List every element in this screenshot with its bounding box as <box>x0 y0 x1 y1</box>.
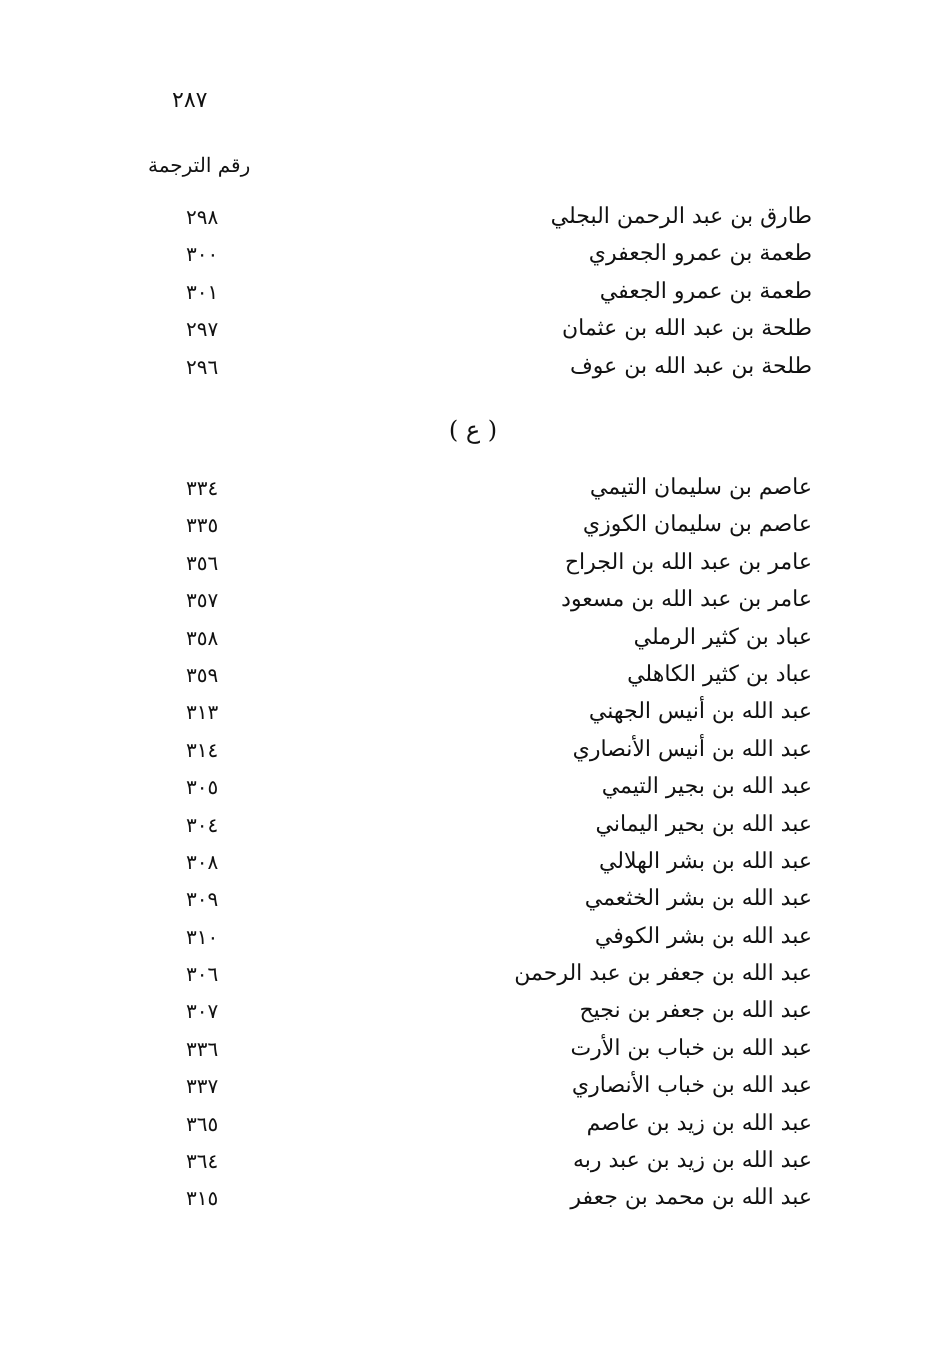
entry-number: ٣٦٤ <box>186 1149 219 1174</box>
entry-name: عبد الله بن أنيس الجهني <box>588 699 812 725</box>
entry-number: ٣٥٩ <box>186 662 219 687</box>
entry-number: ٢٩٨ <box>186 205 219 229</box>
list-item <box>0 657 946 694</box>
entry-name: عبد الله بن بشر الخثعمي <box>584 886 812 912</box>
entry-number: ٣٣٤ <box>186 476 219 500</box>
entry-name: عباد بن كثير الكاهلي <box>627 661 812 687</box>
entry-name: طلحة بن عبد الله بن عوف <box>570 353 812 379</box>
entry-number: ٣٠٧ <box>186 999 219 1024</box>
column-header-translation-number: رقم الترجمة <box>148 153 251 177</box>
list-item <box>0 1180 946 1217</box>
entry-name: طعمة بن عمرو الجعفري <box>588 241 812 267</box>
section-ain-list <box>0 470 946 1218</box>
entry-number: ٣٠٨ <box>186 849 219 874</box>
entry-name: عامر بن عبد الله بن الجراح <box>564 549 812 575</box>
entry-number: ٣٠١ <box>186 279 219 304</box>
entry-number: ٣٣٧ <box>186 1074 219 1099</box>
list-item <box>0 507 946 544</box>
entry-number: ٣٥٦ <box>186 550 219 575</box>
page-number: ٢٨٧ <box>172 88 208 113</box>
entry-number: ٣٠٩ <box>186 887 219 912</box>
entry-name: عبد الله بن أنيس الأنصاري <box>572 736 812 762</box>
entry-number: ٣١٠ <box>186 924 219 949</box>
list-item <box>0 1031 946 1068</box>
list-item <box>0 807 946 844</box>
list-item <box>0 732 946 769</box>
entry-name: عامر بن عبد الله بن مسعود <box>561 587 812 613</box>
list-item <box>0 274 946 311</box>
list-item <box>0 993 946 1030</box>
list-item <box>0 1068 946 1105</box>
entry-name: عبد الله بن جعفر بن عبد الرحمن <box>514 961 812 987</box>
entry-number: ٣٥٨ <box>186 625 219 650</box>
entry-name: عبد الله بن بشر الكوفي <box>594 923 812 949</box>
entry-name: عباد بن كثير الرملي <box>633 624 812 650</box>
list-item <box>0 470 946 507</box>
entry-name: عبد الله بن زيد بن عاصم <box>586 1110 812 1136</box>
entry-number: ٣٠٠ <box>186 242 219 267</box>
list-item <box>0 881 946 918</box>
entry-number: ٣٣٥ <box>186 513 219 538</box>
list-item <box>0 694 946 731</box>
list-item <box>0 236 946 273</box>
list-item <box>0 956 946 993</box>
entry-number: ٣١٤ <box>186 737 219 762</box>
entry-number: ٣٠٥ <box>186 775 219 800</box>
list-item <box>0 349 946 386</box>
entry-name: طارق بن عبد الرحمن البجلي <box>550 204 812 229</box>
entry-number: ٢٩٦ <box>186 354 219 379</box>
entry-name: طعمة بن عمرو الجعفي <box>599 278 812 304</box>
entry-name: عبد الله بن بشر الهلالي <box>598 848 812 874</box>
entry-number: ٣٠٤ <box>186 812 219 837</box>
list-item <box>0 1106 946 1143</box>
list-item <box>0 311 946 348</box>
entry-name: عبد الله بن جعفر بن نجيح <box>579 998 812 1024</box>
entry-name: عاصم بن سليمان الكوزي <box>582 512 812 538</box>
entry-name: عبد الله بن خباب الأنصاري <box>571 1073 812 1099</box>
entry-number: ٣٠٦ <box>186 962 219 987</box>
entry-number: ٣١٥ <box>186 1186 219 1211</box>
list-item <box>0 1143 946 1180</box>
entry-number: ٢٩٧ <box>186 317 219 342</box>
entry-name: عبد الله بن زيد بن عبد ربه <box>572 1148 812 1174</box>
list-item <box>0 199 946 236</box>
entry-name: عبد الله بن خباب بن الأرت <box>570 1035 812 1061</box>
entry-name: عاصم بن سليمان التيمي <box>589 475 812 500</box>
section-heading-ain: ( ع ) <box>448 416 498 444</box>
entry-number: ٣١٣ <box>186 700 219 725</box>
entry-number: ٣٦٥ <box>186 1111 219 1136</box>
entry-name: عبد الله بن محمد بن جعفر <box>570 1185 812 1211</box>
entry-name: عبد الله بن بجير التيمي <box>601 774 812 800</box>
list-item <box>0 620 946 657</box>
list-item <box>0 919 946 956</box>
entry-name: عبد الله بن بحير اليماني <box>595 811 812 837</box>
list-item <box>0 582 946 619</box>
list-item <box>0 844 946 881</box>
entry-name: طلحة بن عبد الله بن عثمان <box>561 316 812 342</box>
entry-number: ٣٥٧ <box>186 588 219 613</box>
section-t-list <box>0 199 946 386</box>
entry-number: ٣٣٦ <box>186 1036 219 1061</box>
list-item <box>0 769 946 806</box>
list-item <box>0 545 946 582</box>
